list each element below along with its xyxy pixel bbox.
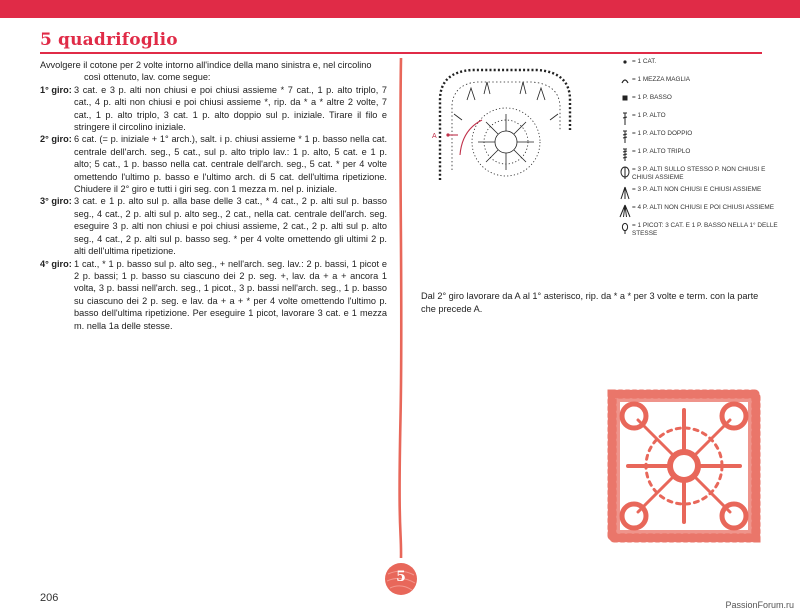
legend-text: = 1 P. ALTO [632,112,666,119]
top-color-bar [0,0,800,18]
legend-item [618,186,788,200]
round-1 [40,84,387,134]
legend-item [618,148,788,162]
legend-item [618,112,788,126]
single-crochet-icon [618,94,632,108]
title-rule [40,52,762,54]
round-label: 2° giro: [40,134,72,145]
four-dc-cluster-icon [618,204,632,218]
picot-icon [618,222,632,236]
three-dc-same-stitch-icon [618,166,632,180]
legend-text: = 3 P. ALTI SULLO STESSO P. NON CHIUSI E CHIUSI ASSIEME [632,166,766,181]
round-text: 6 cat. (= p. iniziale + 1° arch.), salt. i p. chiusi assieme * 1 p. basso nella cat. centrale dell'arch. seg., 5 cat., sul p. alto triplo lav.: 1 p. alto, 5 cat. e 1 p. alto; 5 cat., 1 p. basso nella cat. centrale dell'arch. seg., 5 cat. * per 4 volte omettendo l'ultimo p. basso e l'ultimo arch. di 5 cat. dell'ultima ripetizione. Chiudere il 2° giro e tutti i giri seg. con 1 mezza m. nel p. iniziale. [74,134,387,195]
treble-crochet-icon [618,130,632,144]
double-crochet-icon [618,112,632,126]
round-label: 3° giro: [40,196,72,207]
page-title [40,30,178,50]
round-label: 1° giro: [40,84,72,95]
crochet-swatch-photo [598,380,770,552]
watermark-text: PassionForum.ru [725,600,794,610]
round-text: 3 cat. e 1 p. alto sul p. alla base delle 3 cat., * 4 cat., 2 p. alti sul p. basso seg., 4 cat., 2 p. alti sul p. alto seg., 2 cat., nella cat. centrale dell'arch. seg. eseguire 3 p. alti non chiusi e poi chiusi assieme, 2 cat., 2 p. alti sul p. alto seg., 4 cat., 2 p. alti sul p. basso seg. * per 4 volte omettendo gli ultimi 2 p. alti dell'ultima ripetizione. [74,196,387,257]
round-text: 1 cat., * 1 p. basso sul p. alto seg., + nell'arch. seg. lav.: 2 p. bassi, 1 picot e 2 p. bassi; 1 p. basso su ciascuno dei 2 p. seg. +, lav. da + a + ancora 1 volta, 3 p. bassi nell'arch. seg., 1 picot., 3 p. bassi nell'arch. seg., 1 p. basso su ciascuno dei 2 p. seg. e lav. da + a + * per 4 volte omettendo l'ultimo p. basso dell'ultima ripetizione. Per eseguire 1 picot, lavorare 3 cat. e 1 mezza m. nella 1a delle stesse. [74,258,387,331]
legend-item [618,222,788,238]
stitch-legend [618,58,788,242]
intro-paragraph [40,59,387,84]
chain-dot-icon [618,58,632,72]
slip-stitch-icon [618,76,632,90]
round-3 [40,195,387,257]
legend-text: = 1 PICOT: 3 CAT. E 1 P. BASSO NELLA 1° DELLE STESSE [632,222,778,237]
legend-item [618,94,788,108]
round-text: 3 cat. e 3 p. alti non chiusi e poi chiusi assieme * 7 cat., 1 p. alto triplo, 7 cat., 4 p. alti non chiusi e poi chiusi assieme *, rip. da * a * altre 2 volte, 7 cat., 1 p. alto triplo, 3 cat. 1 p. alto doppio sul p. iniziale. Tirare il filo e stringere il circolino iniziale. [74,84,387,133]
legend-text: = 3 P. ALTI NON CHIUSI E CHIUSI ASSIEME [632,186,762,193]
intro-line-1: Avvolgere il cotone per 2 volte intorno all'indice della mano sinistra e, nel circolino [40,60,372,70]
legend-text: = 1 CAT. [632,58,657,65]
instructions-column [40,59,387,332]
legend-text: = 4 P. ALTI NON CHIUSI E POI CHIUSI ASSIEME [632,204,774,211]
pattern-name: quadrifoglio [58,30,178,50]
legend-item [618,58,788,72]
legend-item [618,166,788,182]
three-dc-cluster-icon [618,186,632,200]
yarn-strand-divider [398,58,404,558]
round-2 [40,133,387,195]
svg-text:A: A [432,133,437,140]
legend-item [618,204,788,218]
legend-text: = 1 P. ALTO TRIPLO [632,148,691,155]
legend-text: = 1 MEZZA MAGLIA [632,76,691,83]
legend-item [618,76,788,90]
crochet-chart-diagram [422,60,587,185]
round-4 [40,258,387,332]
legend-text: = 1 P. ALTO DOPPIO [632,130,693,137]
page-number: 206 [40,592,59,604]
pattern-number: 5 [40,30,53,50]
round-label: 4° giro: [40,258,72,269]
badge-number: 5 [396,569,406,585]
intro-line-2: così ottenuto, lav. come segue: [84,72,211,83]
triple-treble-icon [618,148,632,162]
diagram-note: Dal 2° giro lavorare da A al 1° asterisco, rip. da * a * per 3 volte e term. con la parte che precede A. [421,291,759,314]
legend-item [618,130,788,144]
legend-text: = 1 P. BASSO [632,94,672,101]
